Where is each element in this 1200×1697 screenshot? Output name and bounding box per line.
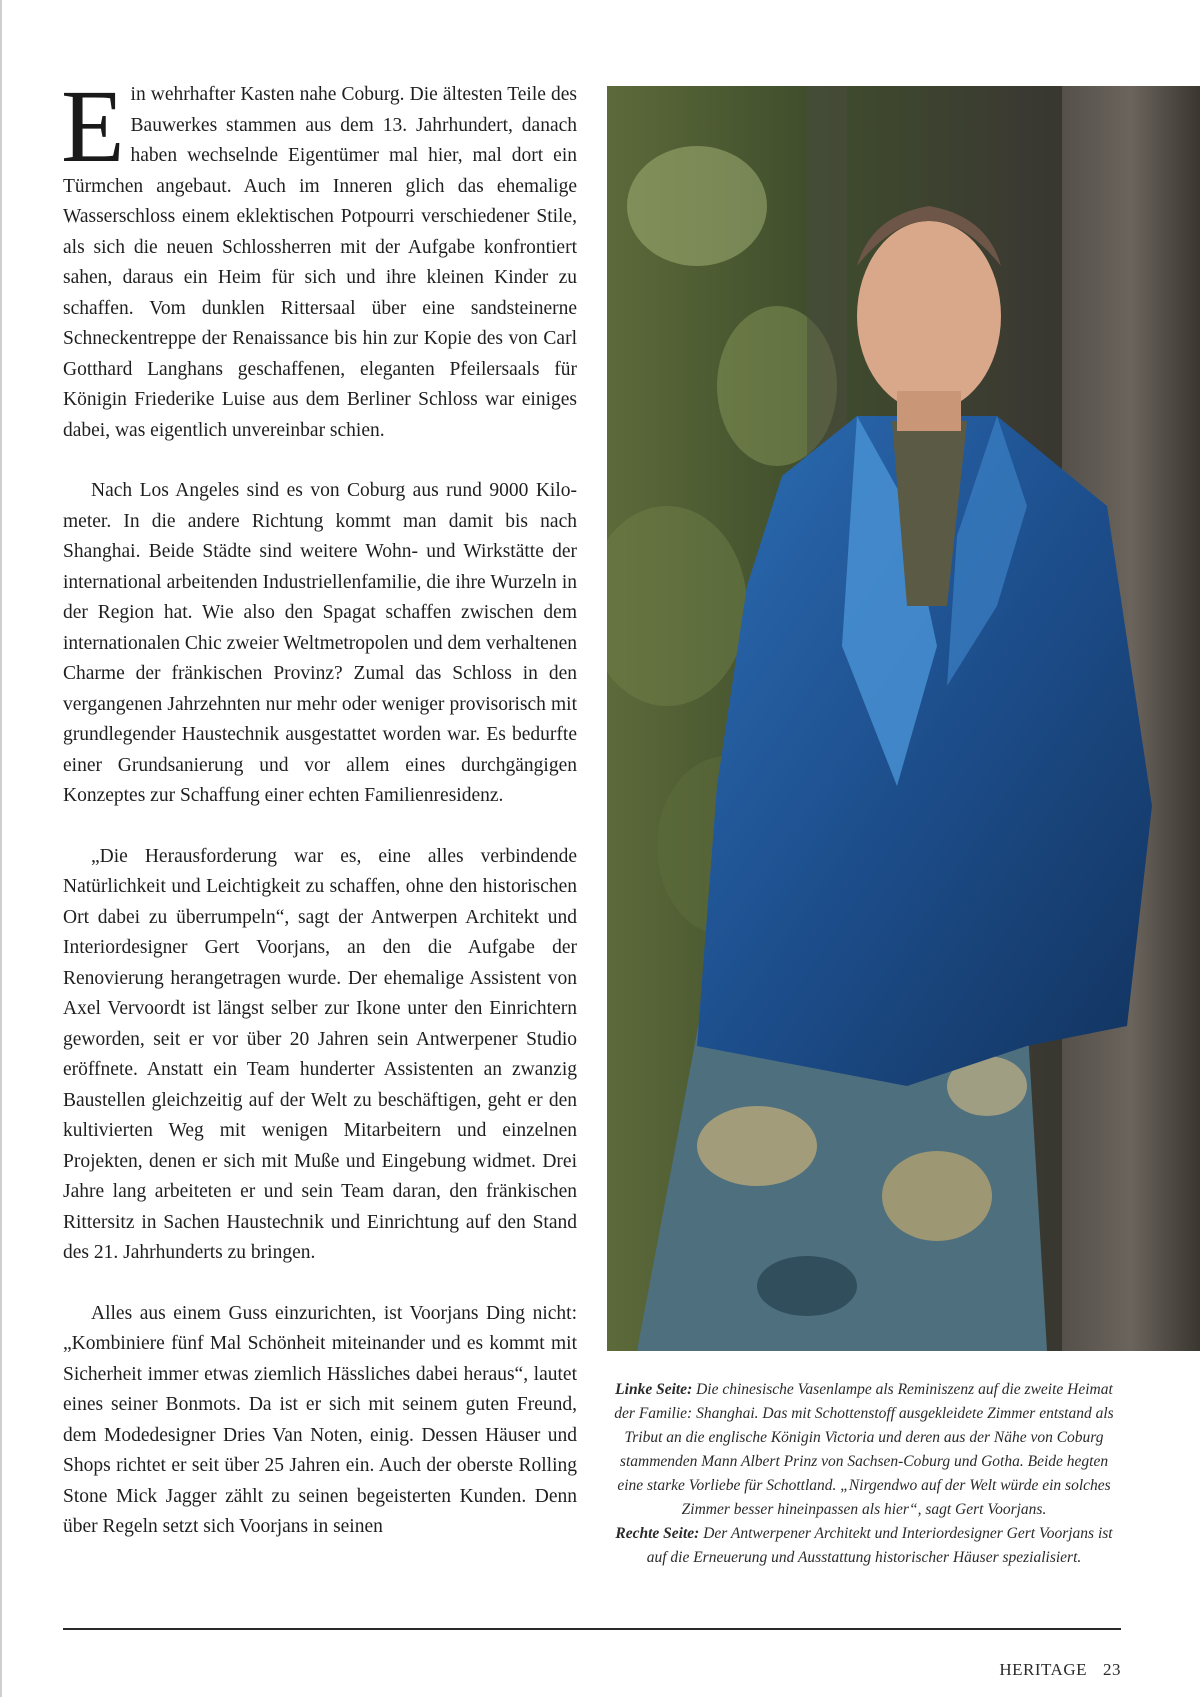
paragraph-3: „Die Herausforderung war es, eine alles verbindende Natürlichkeit und Leichtigkeit zu schaffen, ohne den historischen Ort dabei zu überrumpeln“, sagt der Antwerpen Architekt und Interiordesigner Gert Voorjans, an den die Aufgabe der Renovierung herangetragen wurde. Der ehemalige Assistent von Axel Vervoordt ist längst selber zur Ikone unter den Einrichtern geworden, seit er vor über 20 Jahren sein Antwerpener Studio eröffnete. Anstatt ein Team hunderter Assistenten an zwanzig Baustellen gleichzeitig auf der Welt zu beschäftigen, geht er den kultivierten Weg mit wenigen Mitarbeitern und einzelnen Projekten, denen er sich mit Muße und Eingebung widmet. Drei Jahre lang arbeiteten er und sein Team daran, den fränkischen Rittersitz in Sachen Haustechnik und Einrichtung auf den Stand des 21. Jahrhunderts zu bringen. [63, 845, 577, 1263]
drop-cap: E [61, 69, 125, 184]
paragraph-1 [61, 69, 577, 446]
paragraph-4: Alles aus einem Guss einzurichten, ist Voorjans Ding nicht: „Kombiniere fünf Mal Schönheit miteinander und es kommt mit Sicherheit immer etwas ziemlich Hässliches dabei heraus“, lautet eines seiner Bonmots. Da ist er sich mit seinem guten Freund, dem Modedesigner Dries Van Noten, einig. Dessen Häuser und Shops richtet er seit über 25 Jahren ein. Auch der oberste Rolling Stone Mick Jagger zählt zu seinen begeisterten Kunden. Denn über Regeln setzt sich Voorjans in seinen [63, 1302, 577, 1537]
photo-caption [607, 1378, 1121, 1570]
paragraph-2: Nach Los Angeles sind es von Coburg aus rund 9000 Kilometer. In die andere Richtung kommt man damit bis nach Shanghai. Beide Städte sind weitere Wohn- und Wirkstätte der international arbeitenden Industriellenfamilie, die ihre Wurzeln in der Region hat. Wie also den Spagat schaffen zwischen dem internationalen Chic zweier Weltmetropolen und dem verhaltenen Charme der fränkischen Provinz? Zumal das Schloss in den vergangenen Jahrzehnten nur mehr oder weniger provisorisch mit grundlegender Haustechnik ausgestattet worden war. Es bedurfte einer Grundsanierung und vor allem eines durchgängigen Konzeptes zur Schaffung einer echten Familienresidenz. [63, 480, 577, 806]
caption-left-label: Linke Seite: [615, 1381, 693, 1398]
magazine-name: HERITAGE [999, 1660, 1087, 1679]
caption-left-text: Die chinesische Vasenlampe als Reminiszenz auf die zweite Heimat der Familie: Shanghai. Das mit Schottenstoff ausgekleidete Zimmer entstand als Tribut an die englische Königin Victoria und deren aus der Nähe von Coburg stammenden Mann Albert Prinz von Sachsen-Coburg und Gotha. Beide hegten eine starke Vorliebe für Schottland. „Nirgendwo auf der Welt würde ein solches Zimmer besser hineinpassen als hier“, sagt Gert Voorjans. [614, 1381, 1114, 1518]
article-body [61, 69, 577, 1573]
page-edge [0, 0, 2, 1697]
portrait-illustration [607, 86, 1200, 1351]
caption-right-label: Rechte Seite: [615, 1525, 700, 1542]
portrait-photo [607, 86, 1200, 1351]
page-number: 23 [1103, 1660, 1121, 1679]
page-footer [999, 1660, 1121, 1680]
paragraph-1-text: in wehrhafter Kasten nahe Coburg. Die ältesten Teile des Bauwerkes stammen aus dem 13. Jahrhundert, danach haben wechselnde Eigentümer mal hier, mal dort ein Türmchen angebaut. Auch im Inneren glich das ehemalige Wasserschloss einem eklektischen Potpourri verschiedener Stile, als sich die neuen Schlossherren mit der Aufgabe konfrontiert sahen, daraus ein Heim für sich und ihre kleinen Kinder zu schaffen. Vom dunklen Rittersaal über eine sandsteinerne Schneckentreppe der Renaissance bis hin zur Kopie des von Carl Gotthard Langhans geschaffenen, eleganten Pfeilersaals für Königin Friederike Luise aus dem Berliner Schloss war einiges dabei, was eigentlich unvereinbar schien. [63, 84, 577, 441]
caption-right-text: Der Antwerpener Architekt und Interiordesigner Gert Voorjans ist auf die Erneuerung und Ausstattung historischer Häuser spezialisiert. [646, 1525, 1113, 1566]
footer-rule [63, 1628, 1121, 1630]
